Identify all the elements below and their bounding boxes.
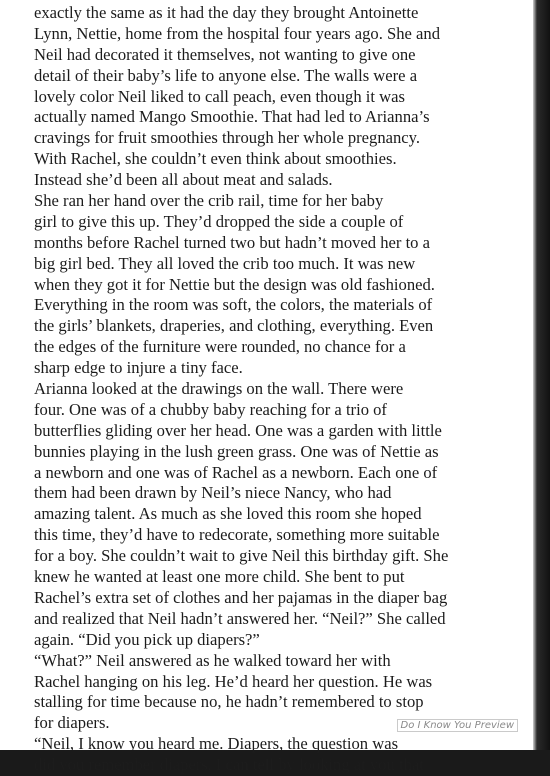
text-line: lovely color Neil liked to call peach, even though it was <box>34 86 405 106</box>
text-line: detail of their baby’s life to anyone else. The walls were a <box>34 65 418 85</box>
page-text <box>34 3 532 776</box>
preview-watermark: Do I Know You Preview <box>397 719 518 732</box>
text-line: this time, they’d have to redecorate, something more suitable <box>34 525 440 545</box>
text-line: four. One was of a chubby baby reaching for a trio of <box>34 399 387 419</box>
text-line: and realized that Neil hadn’t answered her. “Neil?” She called <box>34 608 446 628</box>
text-line: them had been drawn by Neil’s niece Nancy, who had <box>34 483 392 503</box>
text-line: sharp edge to injure a tiny face. <box>34 358 243 378</box>
text-line: “Neil, I know you heard me. Diapers, the question was <box>34 734 399 754</box>
text-line: butterflies gliding over her head. One was a garden with little <box>34 420 442 440</box>
text-line: Rachel hanging on his leg. He’d heard her question. He was <box>34 671 433 691</box>
text-line: amazing talent. As much as she loved this room she hoped <box>34 504 422 524</box>
text-line: Everything in the room was soft, the colors, the materials of <box>34 295 433 315</box>
text-line: the edges of the furniture were rounded, no chance for a <box>34 337 406 357</box>
text-line: months before Rachel turned two but hadn’t moved her to a <box>34 232 430 252</box>
text-line: actually named Mango Smoothie. That had led to Arianna’s <box>34 107 430 127</box>
text-line: knew he wanted at least one more child. She bent to put <box>34 567 405 587</box>
text-line: Lynn, Nettie, home from the hospital four years ago. She and <box>34 23 440 43</box>
text-line: for diapers. <box>34 713 110 733</box>
text-line: “What?” Neil answered as he walked toward her with <box>34 650 391 670</box>
text-line: Neil had decorated it themselves, not wanting to give one <box>34 44 416 64</box>
text-line: when they got it for Nettie but the design was old fashioned. <box>34 274 435 294</box>
text-line: did you remember diapers. I can tell by looking at you that <box>34 755 424 775</box>
text-line: big girl bed. They all loved the crib too much. It was new <box>34 253 416 273</box>
text-line: Rachel’s extra set of clothes and her pajamas in the diaper bag <box>34 587 448 607</box>
text-line: cravings for fruit smoothies through her whole pregnancy. <box>34 128 421 148</box>
text-line: exactly the same as it had the day they brought Antoinette <box>34 3 419 22</box>
text-line: Arianna looked at the drawings on the wall. There were <box>34 379 404 399</box>
text-line: bunnies playing in the lush green grass. One was of Nettie as <box>34 441 439 461</box>
text-line: girl to give this up. They’d dropped the side a couple of <box>34 211 404 231</box>
text-line: the girls’ blankets, draperies, and clothing, everything. Even <box>34 316 434 336</box>
text-line: stalling for time because no, he hadn’t remembered to stop <box>34 692 424 712</box>
text-line: again. “Did you pick up diapers?” <box>34 629 260 649</box>
text-line: She ran her hand over the crib rail, time for her baby <box>34 191 384 211</box>
text-line: Instead she’d been all about meat and salads. <box>34 170 333 190</box>
text-line: a newborn and one was of Rachel as a newborn. Each one of <box>34 462 438 482</box>
text-line: for a boy. She couldn’t wait to give Neil this birthday gift. She <box>34 546 449 566</box>
page-edge-shadow <box>533 0 550 750</box>
text-line: With Rachel, she couldn’t even think about smoothies. <box>34 149 397 169</box>
